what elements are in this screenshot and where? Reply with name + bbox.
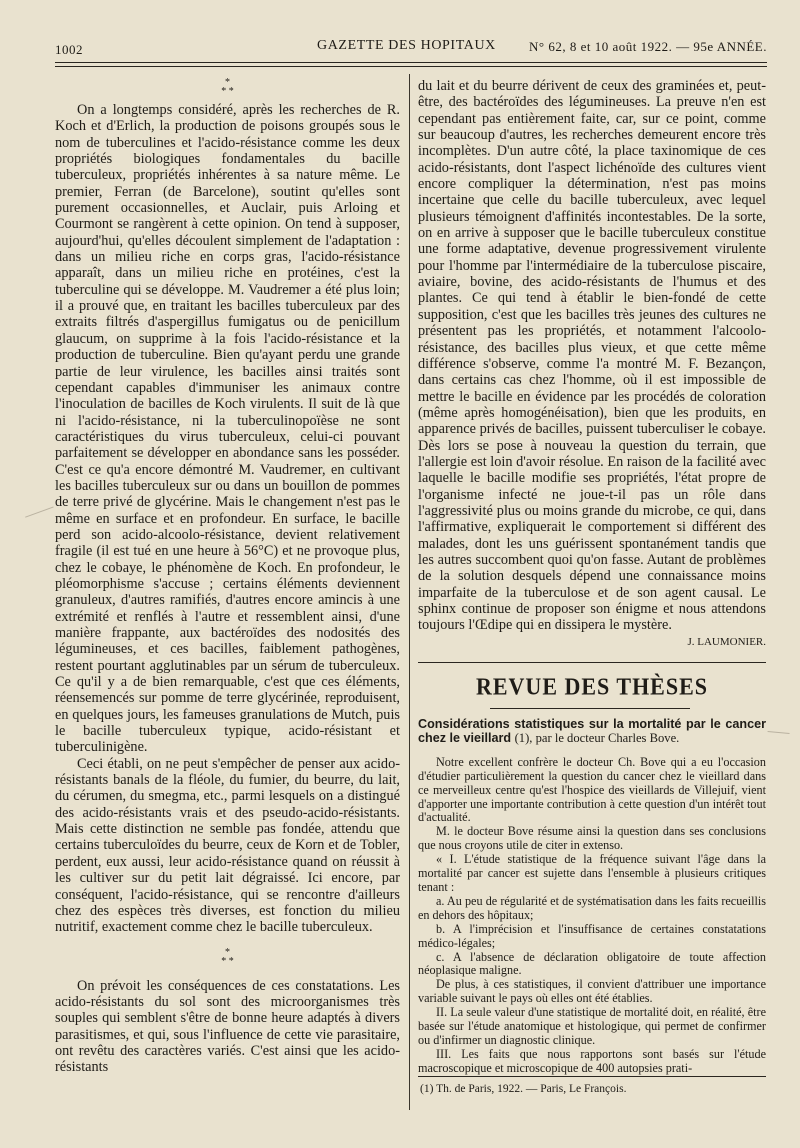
issue-info: N° 62, 8 et 10 août 1922. — 95e ANNÉE. [529, 39, 767, 54]
paragraph: Notre excellent confrère le docteur Ch. Bove qui a eu l'occasion d'étudier particulièrement la question du cancer chez le vieillard dans ce merveilleux centre qu'est l'hospice des vieillards de Villejuif, vient d'apporter une importante contribution à cette question d'un intérêt tout d'actualité. [418, 754, 766, 825]
thesis-author: , par le docteur Charles Bove. [529, 730, 680, 745]
section-rule [418, 662, 766, 663]
header-rule-bottom [55, 66, 767, 67]
footnote: (1) Th. de Paris, 1922. — Paris, Le François. [420, 1083, 627, 1095]
section-separator-stars: * * * [221, 946, 234, 967]
pencil-mark [20, 493, 53, 517]
right-column [418, 78, 766, 650]
paragraph: Ceci établi, on ne peut s'empêcher de penser aux acido-résistants banals de la fléole, du fumier, du beurre, du lait, du cérumen, du smegma, etc., parmi lesquels on a distingué des acido-résistants vrais et des pseudo-acido-résistants. Mais cette distinction ne semble pas fondée, attendu que certains tuberculoïdes du beurre, ceux de Korn et de Tobler, perdent, eux aussi, leur acido-résistance quand on réussit à les cultiver sur du petit lait dégraissé. Ici encore, par conséquent, l'acido-résistance, qui se rencontre d'ailleurs chez des espèces très diverses, est fonction du milieu nutritif, exactement comme chez le bacille tuberculeux. [55, 755, 400, 936]
page-header [55, 38, 767, 56]
column-divider [409, 74, 410, 1110]
paragraph: M. le docteur Bove résume ainsi la question dans ses conclusions que nous croyons utile de citer in extenso. [418, 824, 766, 853]
pencil-mark [768, 721, 791, 734]
footnote-ref: (1) [514, 730, 530, 745]
section-title: REVUE DES THÈSES [475, 672, 708, 701]
paragraph: On prévoit les conséquences de ces constatations. Les acido-résistants du sol sont des microorganismes très souples qui semblent s'être de bonne heure adaptés à divers parasitismes, et qui, sous l'influence de cette vie parasitaire, ont revêtu des caractères variés. C'est ainsi que les acido-résistants [55, 977, 400, 1076]
thesis-review [418, 718, 766, 1076]
paragraph: On a longtemps considéré, après les recherches de R. Koch et d'Erlich, la production de poisons groupés sous le nom de tuberculines et l'acido-résistance comme les deux propriétés biologiques fondamentales du bacille tuberculeux, propriétés inhérentes à sa nature même. Le premier, Ferran (de Barcelone), soutint qu'elles sont purement occasionnelles, et Auclair, puis Arloing et Courmont se rangèrent à cette opinion. On tend à supposer, aujourd'hui, qu'elles découlent simplement de l'adaptation : dans un milieu riche en corps gras, l'acido-résistance apparaît, dans un milieu riche en protéines, c'est la tuberculine qui se développe. M. Vaudremer a été plus loin; il a prouvé que, en traitant les bacilles tuberculeux par des extraits filtrés d'aspergillus fumigatus ou de penicillum glaucum, on supprime à la fois l'acido-résistance et la production de tuberculine. Bien qu'ayant perdu une grande partie de leur virulence, les bacilles ainsi traités sont cependant capables d'immuniser les animaux contre l'inoculation de bacilles de Koch virulents. Il suit de là que ni l'acido-résistance, ni la tuberculinopoïèse ne sont caractéristiques du virus tuberculeux, celui-ci pouvant parfaitement se développer en abondance sans les posséder. C'est ce qu'a encore démontré M. Vaudremer, en cultivant les bacilles tuberculeux sur ou dans un bouillon de pommes de terre privé de glycérine. Mais le changement n'est pas le même en surface et en profondeur. En surface, le bacille perd son acido-alcoolo-résistance, devient relativement fragile (il est tué en une heure à 56°C) et ne provoque plus, chez le cobaye, le phénomène de Koch. En profondeur, le pléomorphisme s'accuse ; certains éléments deviennent granuleux, d'autres ramifiés, d'autres encore amincis à une extrémité et renflés à l'autre et ressemblent ainsi, d'une manière frappante, aux bactéroïdes des nodosités des légumineuses, et ces bacilles, faiblement pathogènes, restent pourtant agglutinables par un sérum de tuberculeux. Ce qu'il y a de bien remarquable, c'est que ces éléments, réensemencés sur pomme de terre glycérinée, reproduisent, en quelques jours, les fameuses granulations de Mutch, puis le bacille tuberculeux typique, acido-résistant et tuberculinigène. [55, 102, 400, 756]
paragraph: « I. L'étude statistique de la fréquence suivant l'âge dans la mortalité par cancer est sujette dans l'ensemble à plusieurs critiques tenant : [418, 852, 766, 894]
paragraph: b. A l'imprécision et l'insuffisance de certaines constatations médico-légales; [418, 921, 766, 950]
paragraph: De plus, à ces statistiques, il convient d'attribuer une importance variable suivant le pays où elles ont été établies. [418, 977, 766, 1006]
footnote-rule [418, 1076, 766, 1077]
author-signature: J. LAUMONIER. [687, 635, 766, 648]
paragraph: a. Au peu de régularité et de systématisation dans les faits recueillis en dehors des hôpitaux; [418, 893, 766, 922]
section-title-underline [490, 708, 690, 709]
paragraph: du lait et du beurre dérivent de ceux des graminées et, peut-être, des bactéroïdes des légumineuses. La preuve n'en est cependant pas entièrement faite, car, sur ce point, comme sur beaucoup d'autres, les recherches demeurent encore très incomplètes. D'un autre côté, la place taxinomique de ces acido-résistants, dont l'aspect lichénoïde des cultures vient encore compliquer la détermination, n'est pas moins incertaine que celle du bacille tuberculeux, avec lequel plusieurs témoignent d'affinités incontestables. De la sorte, on en arrive à supposer que le bacille tuberculeux constitue une forme adaptative, devenue progressivement virulente pour l'homme par l'intermédiaire de la tuberculose piscaire, aviaire, bovine, des acido-résistants de l'humus et des plantes. Ce qui tend à établir le bien-fondé de cette supposition, c'est que les bacilles très jeunes des cultures ne présentent pas les propriétés, et notamment l'alcoolo-résistance, des bacilles plus vieux, et que cette même différence s'observe, comme l'a montré M. F. Bezançon, dans certains cas chez l'homme, où il est impossible de mettre le bacille en évidence par les procédés de coloration (même après homogénéisation), bien que les produits, en apparence privés de bacilles, puissent tuberculiser le cobaye. Dès lors se pose à nouveau la question du terrain, que l'allergie est loin d'avoir résolue. En raison de la facilité avec laquelle le bacille modifie ses propriétés, l'état propre de l'organisme infecté ne joue-t-il pas un rôle dans l'aggressivité plus ou moins grande du microbe, ce qui, dans l'affirmative, expliquerait le comportement si différent des malades, dont les uns guérissent spontanément tandis que les autres succombent quoi qu'on fasse. Autant de problèmes de la solution desquels dépend une connaissance moins imparfaite de la tuberculose et de son agent causal. Le sphinx continue de proposer son énigme et nous attendons toujours l'Œdipe qui en dissipera le mystère. [418, 78, 766, 634]
thesis-heading [418, 718, 766, 746]
paragraph: II. La seule valeur d'une statistique de mortalité doit, en réalité, être basée sur l'étude anatomique et histologique, qui permet de confirmer ou d'infirmer un diagnostic clinique. [418, 1005, 766, 1047]
paragraph: c. A l'absence de déclaration obligatoire de toute affection néoplasique maligne. [418, 949, 766, 978]
left-column [55, 78, 400, 1076]
paragraph: III. Les faits que nous rapportons sont basés sur l'étude macroscopique et microscopique de 400 autopsies prati- [418, 1046, 766, 1075]
page-number: 1002 [55, 42, 83, 57]
header-rule-top [55, 62, 767, 63]
section-separator-stars: * * * [221, 77, 234, 97]
journal-title: GAZETTE DES HOPITAUX [317, 38, 496, 53]
thesis-title: Considérations statistiques sur la mortalité par le cancer chez le vieillard [418, 717, 766, 745]
